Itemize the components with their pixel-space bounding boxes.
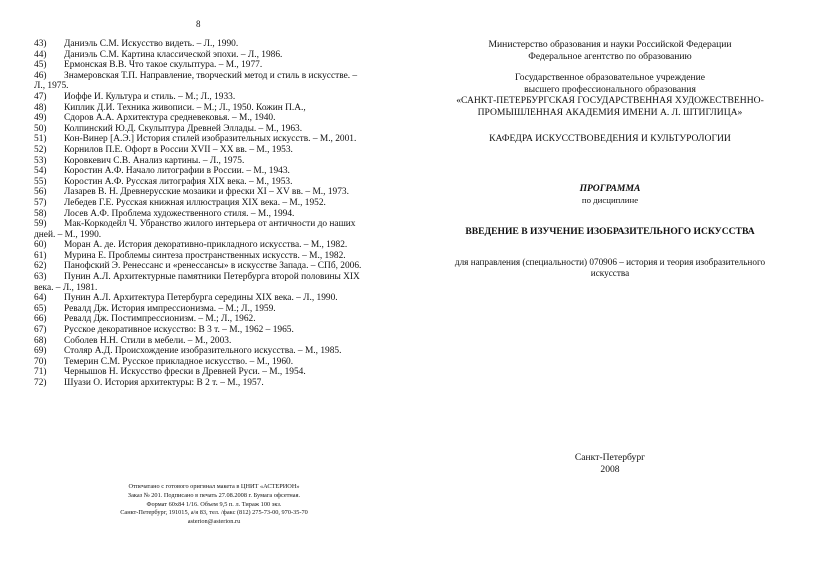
bibliography-continuation: Л., 1975. [34,81,69,92]
bibliography-number: 61) [34,250,47,261]
bibliography-text: Шуази О. История архитектуры: В 2 т. – М., 1957. [64,378,264,388]
bibliography-item [34,113,389,124]
bibliography-item [34,134,389,145]
department: КАФЕДРА ИСКУССТВОВЕДЕНИЯ И КУЛЬТУРОЛОГИИ [489,133,731,144]
bibliography-text: Моран А. де. История декоративно-прикладного искусства. – М., 1982. [64,240,348,251]
bibliography-text: Мурина Е. Проблемы синтеза пространственных искусств. – М., 1982. [64,250,346,261]
direction-line: искусства [590,268,630,278]
bibliography-text: Чернышов Н. Искусство фрески в Древней Руси. – М., 1954. [64,367,306,378]
bibliography-text: Даниэль С.М. Искусство видеть. – Л., 1990. [64,39,239,49]
bibliography-text: Лебедев Г.Е. Русская книжная иллюстрация XIX века. – М., 1952. [64,197,326,208]
bibliography-item [34,378,389,389]
bibliography-number: 65) [34,303,47,314]
bibliography-number: 72) [34,378,47,388]
bibliography-text: Лазарев В. Н. Древнерусские мозаики и фрески XI – XV вв. – М., 1973. [64,187,349,198]
bibliography-number: 71) [34,367,47,378]
imprint-email: asterion@asterion.ru [187,518,241,526]
bibliography-text: Коростин А.Ф. Начало литографии в России. – М., 1943. [64,166,290,177]
bibliography-number: 59) [34,219,47,230]
bibliography-item [34,325,389,336]
bibliography-number: 62) [34,261,47,272]
imprint-line: Заказ № 201. Подписано в печать 27.08.2008 г. Бумага офсетная. [127,491,301,499]
bibliography-continuation: века. – Л., 1981. [34,282,98,293]
bibliography-item [34,209,389,220]
imprint-line: Санкт-Петербург, 191015, а/я 83, тел. /факс (812) 275-73-00, 970-35-70 [120,509,308,517]
bibliography-number: 68) [34,335,47,346]
bibliography-number: 47) [34,91,47,102]
bibliography-number: 43) [34,39,47,49]
imprint-line: Отпечатано с готового оригинал макета в ЦНИТ «АСТЕРИОН» [128,483,300,490]
institution-type: высшего профессионального образования [524,83,696,95]
by-discipline: по дисциплине [581,195,639,205]
bibliography-text: Кон-Винер [А.Э.] История стилей изобразительных искусств. – М., 2001. [64,134,357,145]
discipline-title: ВВЕДЕНИЕ В ИЗУЧЕНИЕ ИЗОБРАЗИТЕЛЬНОГО ИСКУССТВА [465,226,755,237]
bibliography-item [34,219,389,230]
bibliography-item [34,156,389,167]
bibliography-item [34,336,389,347]
bibliography-item [34,71,389,82]
bibliography-text: Лосев А.Ф. Проблема художественного стиля. – М., 1994. [64,208,295,219]
bibliography-text: Коростин А.Ф. Русская литография XIX века. – М., 1953. [64,176,293,187]
institution-type: Государственное образовательное учреждение [515,72,705,83]
bibliography-text: Сдоров А.А. Архитектура средневековья. – М., 1940. [64,113,276,124]
bibliography-item [34,357,389,368]
bibliography-item [34,177,389,188]
bibliography-number: 66) [34,314,47,325]
bibliography-text: Киплик Д.И. Техника живописи. – М.; Л., 1950. Кожин П.А., [64,102,306,113]
bibliography-text: Иоффе И. Культура и стиль. – М.; Л., 1933. [64,91,236,102]
bibliography-number: 48) [34,102,47,113]
direction-block [420,257,800,279]
bibliography-item [34,346,389,357]
agency: Федеральное агентство по образованию [528,50,692,62]
bibliography-number: 69) [34,346,47,357]
bibliography-item [34,50,389,61]
bibliography-text: Колпинский Ю.Д. Скульптура Древней Эллады. – М., 1963. [64,123,303,134]
bibliography-item [34,103,389,114]
bibliography-text: Темерин С.М. Русское прикладное искусство. – М., 1960. [64,356,294,367]
bibliography-text: Ревалд Дж. История импрессионизма. – М.; Л., 1959. [64,303,276,314]
bibliography-text: Столяр А.Д. Происхождение изобразительного искусства. – М., 1985. [64,346,342,357]
bibliography-number: 46) [34,70,47,81]
bibliography-item [34,251,389,262]
bibliography-item [34,166,389,177]
year: 2008 [600,464,620,475]
institution-block [420,72,800,118]
bibliography-text: Коровкевич С.В. Анализ картины. – Л., 1975. [64,155,245,166]
bibliography-item [34,261,389,272]
bibliography-number: 50) [34,123,47,134]
city: Санкт-Петербург [574,452,646,463]
bibliography-text: Соболев Н.Н. Стили в мебели. – М., 2003. [64,335,232,346]
bibliography-continuation: дней. – М., 1990. [34,229,102,240]
bibliography-text: Панофский Э. Ренессанс и «ренессансы» в искусстве Запада. – СПб, 2006. [64,261,362,272]
bibliography-number: 45) [34,60,47,71]
bibliography-item [34,314,389,325]
bibliography-list [34,39,389,389]
bibliography-item [34,187,389,198]
program-title: ПРОГРАММА [579,183,641,194]
bibliography-text: Ревалд Дж. Постимпрессионизм. – М.; Л., 1962. [64,314,256,325]
bibliography-item [34,272,389,283]
bibliography-number: 53) [34,155,47,166]
bibliography-item [34,124,389,135]
bibliography-text: Ермонская В.В. Что такое скульптура. – М., 1977. [64,60,263,71]
bibliography-text: Даниэль С.М. Картина классической эпохи. – Л., 1986. [64,49,283,60]
bibliography-item [34,145,389,156]
page-number: 8 [196,19,201,29]
imprint [95,483,333,527]
bibliography-number: 44) [34,49,47,60]
bibliography-item [34,293,389,304]
ministry: Министерство образования и науки Российской Федерации [488,39,732,50]
bibliography-text: Русское декоративное искусство: В 3 т. – М., 1962 – 1965. [64,325,294,336]
bibliography-text: Корнилов П.Е. Офорт в России XVII – XX вв. – М., 1953. [64,144,293,155]
bibliography-item [34,367,389,378]
ministry-block [420,39,800,62]
bibliography-number: 54) [34,166,47,177]
bibliography-item [34,39,389,50]
bibliography-text: Знамеровская Т.П. Направление, творческий метод и стиль в искусстве. – [64,70,358,81]
bibliography-number: 49) [34,113,47,124]
imprint-line: Формат 60х84 1/16. Объем 9,5 п. л. Тираж 100 экз. [146,500,282,508]
bibliography-number: 52) [34,144,47,155]
bibliography-text: Мак-Коркодейл Ч. Убранство жилого интерьера от античности до наших [64,219,356,230]
bibliography-item [34,92,389,103]
bibliography-number: 64) [34,293,47,304]
bibliography-number: 55) [34,176,47,187]
bibliography-number: 60) [34,240,47,251]
bibliography-number: 70) [34,356,47,367]
bibliography-number: 57) [34,197,47,208]
bibliography-number: 51) [34,134,47,145]
bibliography-number: 58) [34,208,47,219]
academy-name: ПРОМЫШЛЕННАЯ АКАДЕМИЯ ИМЕНИ А. Л. ШТИГЛИЦА» [477,106,743,118]
bibliography-text: Пунин А.Л. Архитектура Петербурга середины XIX века. – Л., 1990. [64,293,338,304]
bibliography-number: 67) [34,325,47,336]
bibliography-text: Пунин А.Л. Архитектурные памятники Петербурга второй половины XIX [64,272,360,283]
bibliography-number: 56) [34,187,47,198]
academy-name: «САНКТ-ПЕТЕРБУРГСКАЯ ГОСУДАРСТВЕННАЯ ХУДОЖЕСТВЕННО- [456,95,764,107]
bibliography-item [34,60,389,71]
direction-line: для направления (специальности) 070906 – история и теория изобразительного [454,257,766,267]
bibliography-number: 63) [34,272,47,283]
bibliography-item [34,198,389,209]
bibliography-item [34,240,389,251]
bibliography-item [34,304,389,315]
